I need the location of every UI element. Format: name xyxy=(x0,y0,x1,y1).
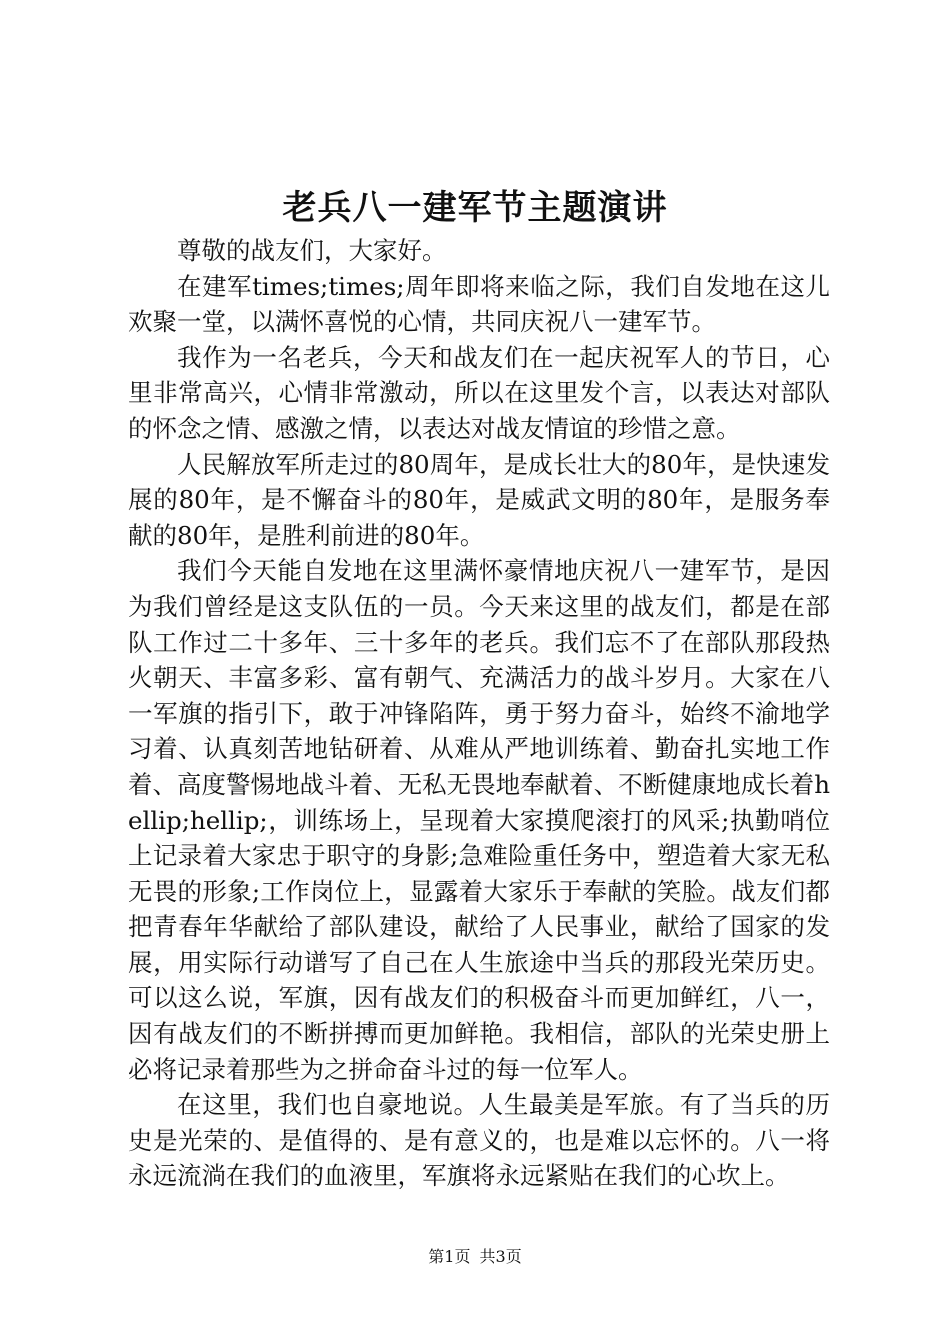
paragraph: 在建军times;times;周年即将来临之际，我们自发地在这儿欢聚一堂，以满怀喜悦的心情，共同庆祝八一建军节。 xyxy=(128,271,830,337)
paragraph: 在这里，我们也自豪地说。人生最美是军旅。有了当兵的历史是光荣的、是值得的、是有意义的，也是难以忘怀的。八一将永远流淌在我们的血液里，军旗将永远紧贴在我们的心坎上。 xyxy=(128,1090,830,1191)
document-title: 老兵八一建军节主题演讲 xyxy=(282,188,668,228)
paragraph-greeting: 尊敬的战友们，大家好。 xyxy=(177,236,447,265)
page-footer xyxy=(0,1246,950,1268)
page-number: 第1页 xyxy=(428,1247,471,1266)
document-body xyxy=(128,233,830,1193)
paragraph: 我们今天能自发地在这里满怀豪情地庆祝八一建军节，是因为我们曾经是这支队伍的一员。今天来这里的战友们，都是在部队工作过二十多年、三十多年的老兵。我们忘不了在部队那段热火朝天、丰富多彩、富有朝气、充满活力的战斗岁月。大家在八一军旗的指引下，敢于冲锋陷阵，勇于努力奋斗，始终不渝地学习着、认真刻苦地钻研着、从难从严地训练着、勤奋扎实地工作着、高度警惕地战斗着、无私无畏地奉献着、不断健康地成长着hellip;hellip;，训练场上，呈现着大家摸爬滚打的风采;执勤哨位上记录着大家忠于职守的身影;急难险重任务中，塑造着大家无私无畏的形象;工作岗位上，显露着大家乐于奉献的笑脸。战友们都把青春年华献给了部队建设，献给了人民事业，献给了国家的发展，用实际行动谱写了自己在人生旅途中当兵的那段光荣历史。可以这么说，军旗，因有战友们的积极奋斗而更加鲜红，八一，因有战友们的不断拼搏而更加鲜艳。我相信，部队的光荣史册上必将记录着那些为之拼命奋斗过的每一位军人。 xyxy=(128,556,830,1084)
paragraph: 我作为一名老兵，今天和战友们在一起庆祝军人的节日，心里非常高兴，心情非常激动，所以在这里发个言，以表达对部队的怀念之情、感激之情，以表达对战友情谊的珍惜之意。 xyxy=(128,342,830,443)
page-total: 共3页 xyxy=(479,1247,522,1266)
paragraph: 人民解放军所走过的80周年，是成长壮大的80年，是快速发展的80年，是不懈奋斗的80年，是威武文明的80年，是服务奉献的80年，是胜利前进的80年。 xyxy=(128,449,830,550)
